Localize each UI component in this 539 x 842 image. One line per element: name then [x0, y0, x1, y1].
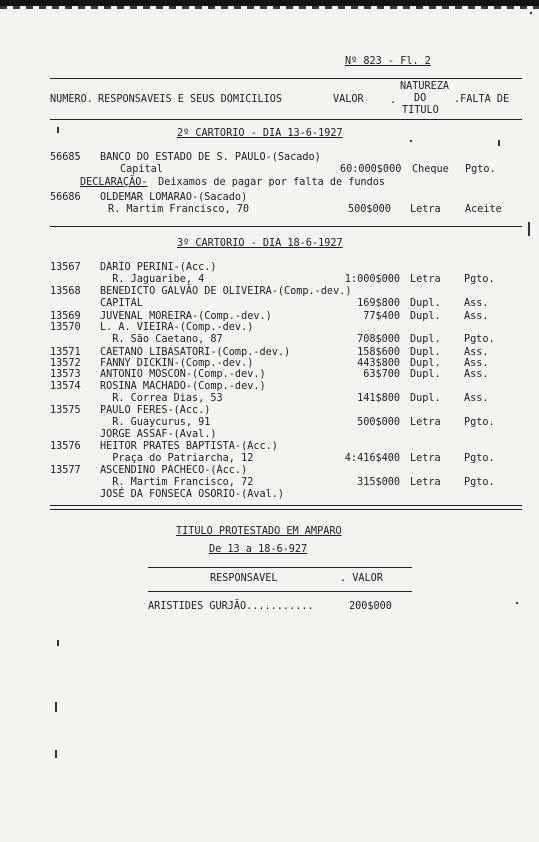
- header-bottom-rule: [50, 119, 522, 120]
- entry-falta: Ass.: [464, 347, 489, 358]
- ink-speck: [57, 127, 59, 133]
- entry-natureza: Letra: [410, 477, 441, 488]
- entry-natureza: Dupl.: [410, 311, 441, 322]
- entry-name: JORGE ASSAF-(Aval.): [100, 429, 217, 440]
- entry-valor: 4:416$400: [344, 453, 400, 464]
- entry-valor: 1:000$000: [344, 274, 400, 285]
- entry-natureza: Letra: [410, 453, 441, 464]
- entry-num: 13568: [50, 286, 81, 297]
- amparo-row-valor: 200$000: [349, 601, 392, 612]
- ink-dot: [516, 602, 518, 604]
- amparo-title: TITULO PROTESTADO EM AMPARO: [176, 526, 342, 537]
- entry-num: 13575: [50, 405, 81, 416]
- entry-address: Capital: [120, 164, 163, 175]
- ink-speck: [498, 140, 500, 146]
- entry-name: PAULO FERES-(Acc.): [100, 405, 211, 416]
- entry-name: R. Correa Dias, 53: [100, 393, 223, 404]
- entry-falta: Aceite: [465, 204, 502, 215]
- declaration-text: Deixamos de pagar por falta de fundos: [152, 177, 386, 188]
- col-header-natureza-1: NATUREZA: [400, 81, 450, 92]
- section-title-3-cartorio: 3º CARTORIO - DIA 18-6-1927: [177, 238, 343, 249]
- ink-dot: [530, 12, 532, 14]
- entry-falta: Pgto.: [464, 417, 495, 428]
- col-header-falta: .FALTA DE: [454, 94, 510, 105]
- entry-num: 13577: [50, 465, 81, 476]
- entry-num: 13569: [50, 311, 81, 322]
- entry-name: R. São Caetano, 87: [100, 334, 223, 345]
- page-top-edge-shadow: [0, 6, 539, 9]
- entry-natureza: Letra: [410, 204, 441, 215]
- entry-natureza: Dupl.: [410, 298, 441, 309]
- entry-num: 13567: [50, 262, 81, 273]
- entry-address: R. Martim Francisco, 70: [108, 204, 250, 215]
- entry-num: 13576: [50, 441, 81, 452]
- entry-natureza: Dupl.: [410, 393, 441, 404]
- section-title-2-cartorio: 2º CARTORIO - DIA 13-6-1927: [177, 128, 343, 139]
- entry-name: BENEDICTO GALVÃO DE OLIVEIRA-(Comp.-dev.): [100, 286, 352, 297]
- entry-name: Praça do Patriarcha, 12: [100, 453, 254, 464]
- section2-bottom-rule-1: [50, 505, 522, 506]
- ink-speck: [528, 222, 530, 236]
- entry-name: DARIO PERINI-(Acc.): [100, 262, 217, 273]
- col-header-natureza-3: TITULO: [402, 105, 439, 116]
- section2-bottom-rule-2: [50, 509, 522, 510]
- entry-falta: Pgto.: [464, 477, 495, 488]
- ink-speck: [57, 640, 59, 646]
- entry-valor: 500$000: [357, 417, 400, 428]
- entry-valor: 158$600: [357, 347, 400, 358]
- entry-name: ASCENDINO PACHECO-(Acc.): [100, 465, 248, 476]
- entry-falta: Ass.: [464, 298, 489, 309]
- entry-natureza: Dupl.: [410, 358, 441, 369]
- ink-speck: [55, 750, 57, 758]
- col-header-responsaveis: RESPONSAVEIS E SEUS DOMICILIOS: [98, 94, 283, 105]
- entry-num: 13573: [50, 369, 81, 380]
- entry-valor: 315$000: [357, 477, 400, 488]
- entry-name: JOSÉ DA FONSECA OSORIO-(Aval.): [100, 489, 285, 500]
- entry-natureza: Letra: [410, 417, 441, 428]
- entry-num: 13574: [50, 381, 81, 392]
- entry-num: 56686: [50, 192, 81, 203]
- entry-natureza: Dupl.: [410, 347, 441, 358]
- col-header-natureza-2: DO: [414, 93, 427, 104]
- entry-name: R. Guaycurus, 91: [100, 417, 211, 428]
- amparo-subtitle: De 13 a 18-6-927: [209, 544, 308, 555]
- amparo-row-name: ARISTIDES GURJÃO...........: [148, 601, 314, 612]
- declaration-label: DECLARAÇÃO-: [80, 177, 148, 188]
- entry-falta: Ass.: [464, 311, 489, 322]
- entry-name: HEITOR PRATES BAPTISTA-(Acc.): [100, 441, 278, 452]
- amparo-table-top-rule: [148, 567, 412, 568]
- entry-name: R. Martim Francisco, 72: [100, 477, 254, 488]
- entry-num: 13571: [50, 347, 81, 358]
- entry-num: 56685: [50, 152, 81, 163]
- col-header-numero: NUMERO.: [50, 94, 93, 105]
- entry-valor: 708$000: [357, 334, 400, 345]
- entry-falta: Pgto.: [465, 164, 496, 175]
- header-top-rule: [50, 78, 522, 79]
- entry-name: L. A. VIEIRA-(Comp.-dev.): [100, 322, 254, 333]
- entry-valor: 443$800: [357, 358, 400, 369]
- entry-name: FANNY DICKIN-(Comp.-dev.): [100, 358, 254, 369]
- entry-name: BANCO DO ESTADO DE S. PAULO-(Sacado): [100, 152, 321, 163]
- entry-num: 13570: [50, 322, 81, 333]
- entry-falta: Ass.: [464, 369, 489, 380]
- col-header-valor: VALOR: [333, 94, 364, 105]
- entry-num: 13572: [50, 358, 81, 369]
- entry-valor: 63$700: [363, 369, 400, 380]
- entry-name: OLDEMAR LOMARAO-(Sacado): [100, 192, 248, 203]
- entry-falta: Ass.: [464, 393, 489, 404]
- entry-valor: 60:000$000: [340, 164, 402, 175]
- amparo-table-mid-rule: [148, 591, 412, 592]
- entry-natureza: Dupl.: [410, 369, 441, 380]
- entry-natureza: Cheque: [412, 164, 449, 175]
- entry-valor: 77$400: [363, 311, 400, 322]
- entry-falta: Pgto.: [464, 453, 495, 464]
- entry-name: R. Jaguaribe, 4: [100, 274, 205, 285]
- ink-dot: [410, 140, 412, 142]
- entry-falta: Ass.: [464, 358, 489, 369]
- entry-valor: 141$800: [357, 393, 400, 404]
- entry-falta: Pgto.: [464, 334, 495, 345]
- amparo-col-valor: . VALOR: [340, 573, 383, 584]
- entry-name: CAETANO LIBASATORI-(Comp.-dev.): [100, 347, 291, 358]
- entry-name: JUVENAL MOREIRA-(Comp.-dev.): [100, 311, 272, 322]
- entry-name: ROSINA MACHADO-(Comp.-dev.): [100, 381, 266, 392]
- col-header-dot: .: [390, 95, 397, 106]
- entry-falta: Pgto.: [464, 274, 495, 285]
- entry-valor: 500$000: [348, 204, 391, 215]
- entry-name: CAPITAL: [100, 298, 143, 309]
- entry-valor: 169$800: [357, 298, 400, 309]
- entry-name: ANTONIO MOSCON-(Comp.-dev.): [100, 369, 266, 380]
- ink-speck: [55, 702, 57, 712]
- page-reference: Nº 823 - Fl. 2: [345, 56, 431, 67]
- entry-natureza: Dupl.: [410, 334, 441, 345]
- section-divider: [50, 226, 522, 227]
- amparo-col-responsavel: RESPONSAVEL: [210, 573, 278, 584]
- entry-natureza: Letra: [410, 274, 441, 285]
